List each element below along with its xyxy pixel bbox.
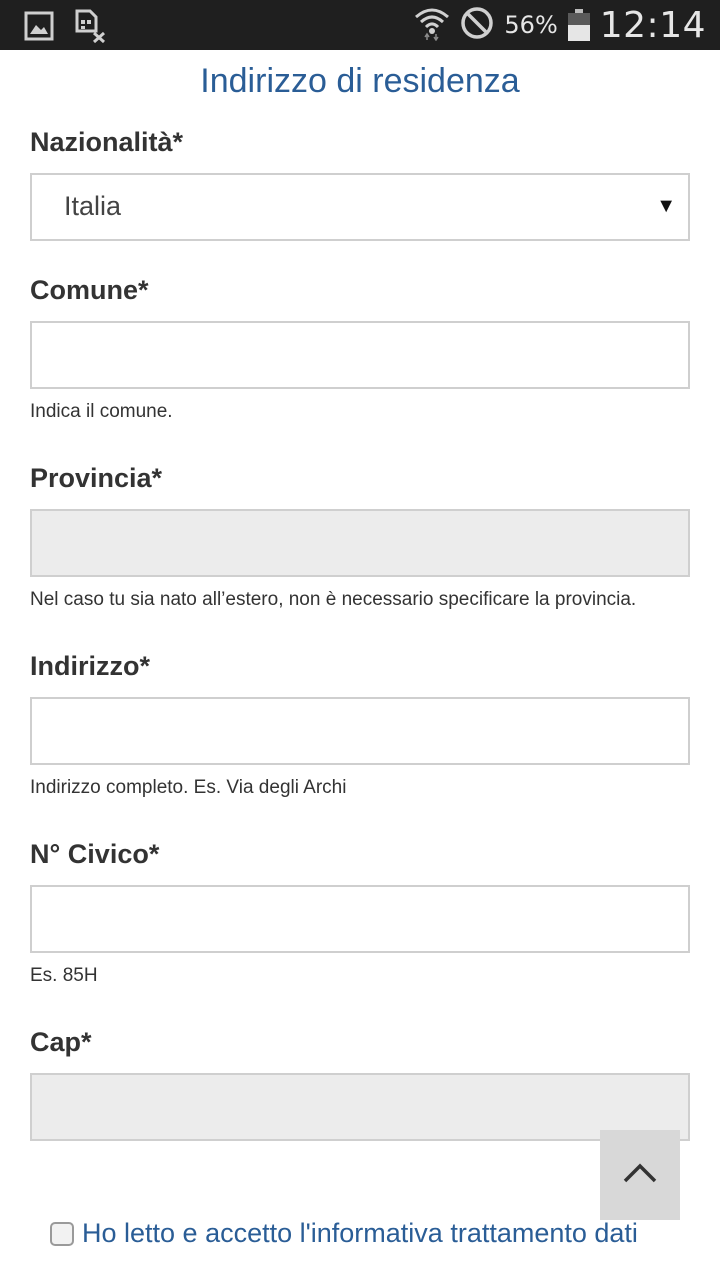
- nazionalita-select[interactable]: [30, 173, 690, 241]
- civico-help: Es. 85H: [30, 965, 98, 986]
- nazionalita-selected-value: Italia: [64, 191, 122, 221]
- page-title: Indirizzo di residenza: [200, 62, 520, 100]
- status-bar-left: [24, 9, 106, 48]
- battery-icon: [568, 9, 590, 41]
- indirizzo-help: Indirizzo completo. Es. Via degli Archi: [30, 777, 347, 798]
- comune-input[interactable]: [30, 321, 690, 389]
- dropdown-arrow-icon: ▼: [656, 195, 676, 217]
- indirizzo-label: Indirizzo*: [30, 651, 150, 681]
- provincia-input: [30, 509, 690, 577]
- cap-label: Cap*: [30, 1027, 92, 1057]
- consent-checkbox[interactable]: [50, 1222, 74, 1246]
- comune-help: Indica il comune.: [30, 401, 173, 422]
- civico-input[interactable]: [30, 885, 690, 953]
- chevron-up-icon: [622, 1162, 658, 1189]
- consent-link[interactable]: Ho letto e accetto l'informativa trattamento dati: [82, 1218, 638, 1248]
- scroll-to-top-button[interactable]: [600, 1130, 680, 1220]
- battery-percent: 56%: [504, 11, 558, 39]
- nazionalita-label: Nazionalità*: [30, 127, 184, 157]
- clock: 12:14: [599, 4, 706, 46]
- sim-error-icon: [74, 9, 106, 48]
- indirizzo-input[interactable]: [30, 697, 690, 765]
- provincia-help: Nel caso tu sia nato all’estero, non è necessario specificare la provincia.: [30, 589, 637, 610]
- civico-label: N° Civico*: [30, 839, 160, 869]
- status-bar-right: [414, 0, 706, 50]
- wifi-icon: [414, 5, 450, 46]
- provincia-label: Provincia*: [30, 463, 163, 493]
- gallery-icon: [24, 11, 54, 46]
- comune-label: Comune*: [30, 275, 149, 305]
- cap-input: [30, 1073, 690, 1141]
- status-bar: [0, 0, 720, 50]
- blocked-icon: [460, 6, 494, 45]
- consent-row[interactable]: [50, 1218, 638, 1249]
